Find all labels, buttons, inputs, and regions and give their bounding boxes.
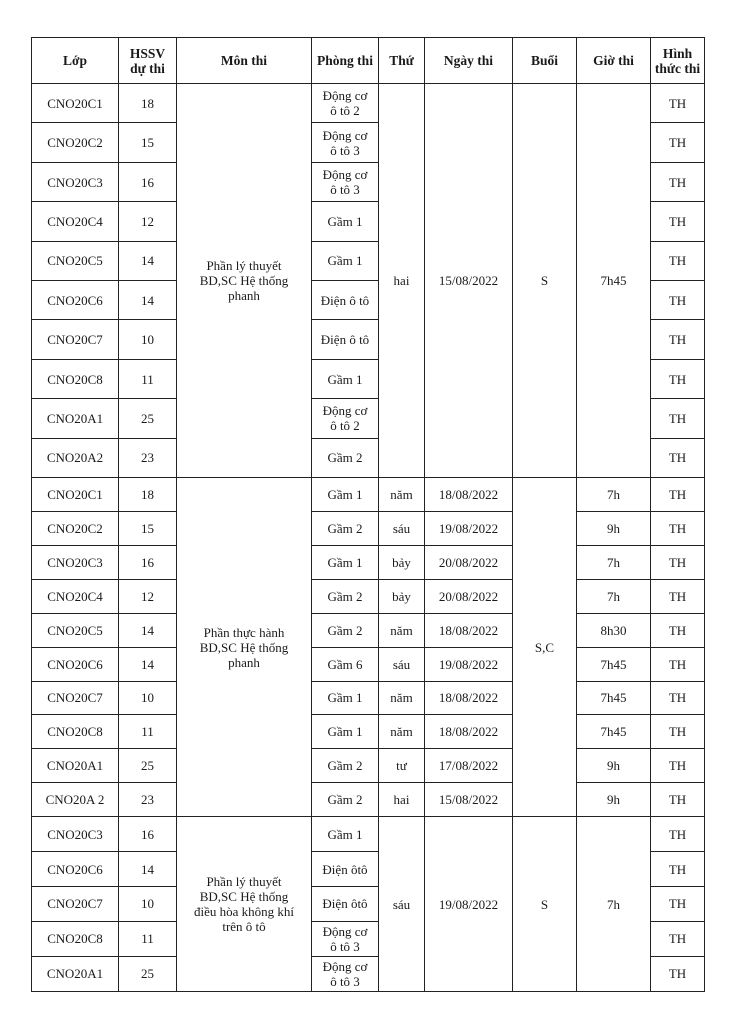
- format-cell: TH: [651, 545, 705, 579]
- students-cell: 18: [119, 478, 177, 512]
- header-format: Hình thức thi: [651, 38, 705, 84]
- class-cell: CNO20C6: [32, 852, 119, 887]
- time-cell: 7h: [577, 817, 651, 992]
- students-cell: 11: [119, 921, 177, 956]
- class-cell: CNO20C3: [32, 162, 119, 201]
- format-cell: TH: [651, 681, 705, 715]
- room-cell: Gầm 2: [312, 613, 379, 647]
- date-cell: 19/08/2022: [425, 512, 513, 546]
- class-cell: CNO20A1: [32, 399, 119, 438]
- students-cell: 14: [119, 613, 177, 647]
- date-cell: 15/08/2022: [425, 84, 513, 478]
- room-cell: Động cơ ô tô 2: [312, 84, 379, 123]
- time-cell: 9h: [577, 783, 651, 817]
- time-cell: 7h45: [577, 84, 651, 478]
- students-cell: 25: [119, 749, 177, 783]
- format-cell: TH: [651, 956, 705, 991]
- date-cell: 18/08/2022: [425, 681, 513, 715]
- date-cell: 15/08/2022: [425, 783, 513, 817]
- class-cell: CNO20C4: [32, 202, 119, 241]
- students-cell: 23: [119, 438, 177, 477]
- format-cell: TH: [651, 886, 705, 921]
- table-row: [32, 647, 705, 681]
- time-cell: 9h: [577, 512, 651, 546]
- subject-cell: Phần lý thuyết BD,SC Hệ thống phanh: [177, 84, 312, 478]
- time-cell: 9h: [577, 749, 651, 783]
- room-cell: Điện ô tô: [312, 320, 379, 359]
- students-cell: 14: [119, 647, 177, 681]
- header-date: Ngày thi: [425, 38, 513, 84]
- table-row: [32, 512, 705, 546]
- room-cell: Điện ôtô: [312, 852, 379, 887]
- format-cell: TH: [651, 241, 705, 280]
- table-row: [32, 613, 705, 647]
- room-cell: Gầm 2: [312, 579, 379, 613]
- students-cell: 11: [119, 715, 177, 749]
- format-cell: TH: [651, 123, 705, 162]
- format-cell: TH: [651, 921, 705, 956]
- class-cell: CNO20C8: [32, 921, 119, 956]
- format-cell: TH: [651, 281, 705, 320]
- room-cell: Gầm 1: [312, 202, 379, 241]
- class-cell: CNO20C2: [32, 512, 119, 546]
- time-cell: 7h: [577, 545, 651, 579]
- subject-cell: Phần thực hành BD,SC Hệ thống phanh: [177, 478, 312, 817]
- weekday-cell: tư: [379, 749, 425, 783]
- students-cell: 16: [119, 817, 177, 852]
- format-cell: TH: [651, 817, 705, 852]
- room-cell: Gầm 1: [312, 359, 379, 398]
- students-cell: 12: [119, 579, 177, 613]
- class-cell: CNO20C8: [32, 715, 119, 749]
- room-cell: Động cơ ô tô 3: [312, 921, 379, 956]
- room-cell: Gầm 2: [312, 749, 379, 783]
- class-cell: CNO20C3: [32, 817, 119, 852]
- weekday-cell: năm: [379, 681, 425, 715]
- format-cell: TH: [651, 438, 705, 477]
- weekday-cell: năm: [379, 478, 425, 512]
- class-cell: CNO20C6: [32, 281, 119, 320]
- students-cell: 12: [119, 202, 177, 241]
- weekday-cell: hai: [379, 84, 425, 478]
- date-cell: 18/08/2022: [425, 715, 513, 749]
- class-cell: CNO20A1: [32, 749, 119, 783]
- table-row: [32, 783, 705, 817]
- format-cell: TH: [651, 84, 705, 123]
- students-cell: 10: [119, 681, 177, 715]
- class-cell: CNO20C5: [32, 241, 119, 280]
- header-time: Giờ thi: [577, 38, 651, 84]
- exam-schedule-table: [31, 37, 705, 992]
- room-cell: Gầm 1: [312, 478, 379, 512]
- table-row: [32, 715, 705, 749]
- class-cell: CNO20C7: [32, 681, 119, 715]
- class-cell: CNO20C2: [32, 123, 119, 162]
- room-cell: Gầm 2: [312, 512, 379, 546]
- students-cell: 15: [119, 123, 177, 162]
- weekday-cell: hai: [379, 783, 425, 817]
- weekday-cell: bảy: [379, 545, 425, 579]
- table-row: [32, 579, 705, 613]
- format-cell: TH: [651, 715, 705, 749]
- weekday-cell: sáu: [379, 512, 425, 546]
- date-cell: 19/08/2022: [425, 817, 513, 992]
- class-cell: CNO20C7: [32, 320, 119, 359]
- students-cell: 14: [119, 852, 177, 887]
- time-cell: 7h45: [577, 715, 651, 749]
- room-cell: Động cơ ô tô 2: [312, 399, 379, 438]
- class-cell: CNO20A1: [32, 956, 119, 991]
- room-cell: Gầm 1: [312, 241, 379, 280]
- room-cell: Động cơ ô tô 3: [312, 162, 379, 201]
- room-cell: Điện ô tô: [312, 281, 379, 320]
- date-cell: 18/08/2022: [425, 613, 513, 647]
- table-row: [32, 681, 705, 715]
- time-cell: 8h30: [577, 613, 651, 647]
- class-cell: CNO20C6: [32, 647, 119, 681]
- header-students: HSSV dự thi: [119, 38, 177, 84]
- weekday-cell: năm: [379, 715, 425, 749]
- students-cell: 11: [119, 359, 177, 398]
- format-cell: TH: [651, 647, 705, 681]
- time-cell: 7h45: [577, 647, 651, 681]
- table-row: [32, 478, 705, 512]
- room-cell: Gầm 2: [312, 438, 379, 477]
- class-cell: CNO20C4: [32, 579, 119, 613]
- students-cell: 10: [119, 886, 177, 921]
- format-cell: TH: [651, 579, 705, 613]
- class-cell: CNO20C5: [32, 613, 119, 647]
- subject-cell: Phần lý thuyết BD,SC Hệ thống điều hòa không khí trên ô tô: [177, 817, 312, 992]
- table-row: [32, 84, 705, 123]
- class-cell: CNO20C1: [32, 478, 119, 512]
- students-cell: 18: [119, 84, 177, 123]
- weekday-cell: sáu: [379, 817, 425, 992]
- class-cell: CNO20C1: [32, 84, 119, 123]
- room-cell: Gầm 6: [312, 647, 379, 681]
- room-cell: Gầm 1: [312, 817, 379, 852]
- room-cell: Động cơ ô tô 3: [312, 123, 379, 162]
- class-cell: CNO20C8: [32, 359, 119, 398]
- date-cell: 17/08/2022: [425, 749, 513, 783]
- students-cell: 16: [119, 545, 177, 579]
- format-cell: TH: [651, 320, 705, 359]
- students-cell: 25: [119, 956, 177, 991]
- time-cell: 7h45: [577, 681, 651, 715]
- room-cell: Gầm 1: [312, 545, 379, 579]
- date-cell: 18/08/2022: [425, 478, 513, 512]
- class-cell: CNO20A 2: [32, 783, 119, 817]
- class-cell: CNO20C7: [32, 886, 119, 921]
- header-room: Phòng thi: [312, 38, 379, 84]
- weekday-cell: bảy: [379, 579, 425, 613]
- table-row: [32, 817, 705, 852]
- header-subject: Môn thi: [177, 38, 312, 84]
- students-cell: 25: [119, 399, 177, 438]
- format-cell: TH: [651, 399, 705, 438]
- room-cell: Điện ôtô: [312, 886, 379, 921]
- students-cell: 23: [119, 783, 177, 817]
- table-row: [32, 749, 705, 783]
- room-cell: Gầm 2: [312, 783, 379, 817]
- class-cell: CNO20C3: [32, 545, 119, 579]
- weekday-cell: năm: [379, 613, 425, 647]
- format-cell: TH: [651, 852, 705, 887]
- room-cell: Gầm 1: [312, 681, 379, 715]
- date-cell: 20/08/2022: [425, 545, 513, 579]
- session-cell: S,C: [513, 478, 577, 817]
- session-cell: S: [513, 84, 577, 478]
- format-cell: TH: [651, 162, 705, 201]
- class-cell: CNO20A2: [32, 438, 119, 477]
- format-cell: TH: [651, 512, 705, 546]
- format-cell: TH: [651, 783, 705, 817]
- header-class: Lớp: [32, 38, 119, 84]
- format-cell: TH: [651, 613, 705, 647]
- room-cell: Động cơ ô tô 3: [312, 956, 379, 991]
- session-cell: S: [513, 817, 577, 992]
- table-row: [32, 545, 705, 579]
- header-row: [32, 38, 705, 84]
- students-cell: 16: [119, 162, 177, 201]
- date-cell: 20/08/2022: [425, 579, 513, 613]
- time-cell: 7h: [577, 579, 651, 613]
- header-weekday: Thứ: [379, 38, 425, 84]
- format-cell: TH: [651, 202, 705, 241]
- date-cell: 19/08/2022: [425, 647, 513, 681]
- format-cell: TH: [651, 749, 705, 783]
- students-cell: 10: [119, 320, 177, 359]
- students-cell: 14: [119, 241, 177, 280]
- time-cell: 7h: [577, 478, 651, 512]
- weekday-cell: sáu: [379, 647, 425, 681]
- header-session: Buổi: [513, 38, 577, 84]
- students-cell: 15: [119, 512, 177, 546]
- students-cell: 14: [119, 281, 177, 320]
- format-cell: TH: [651, 359, 705, 398]
- room-cell: Gầm 1: [312, 715, 379, 749]
- format-cell: TH: [651, 478, 705, 512]
